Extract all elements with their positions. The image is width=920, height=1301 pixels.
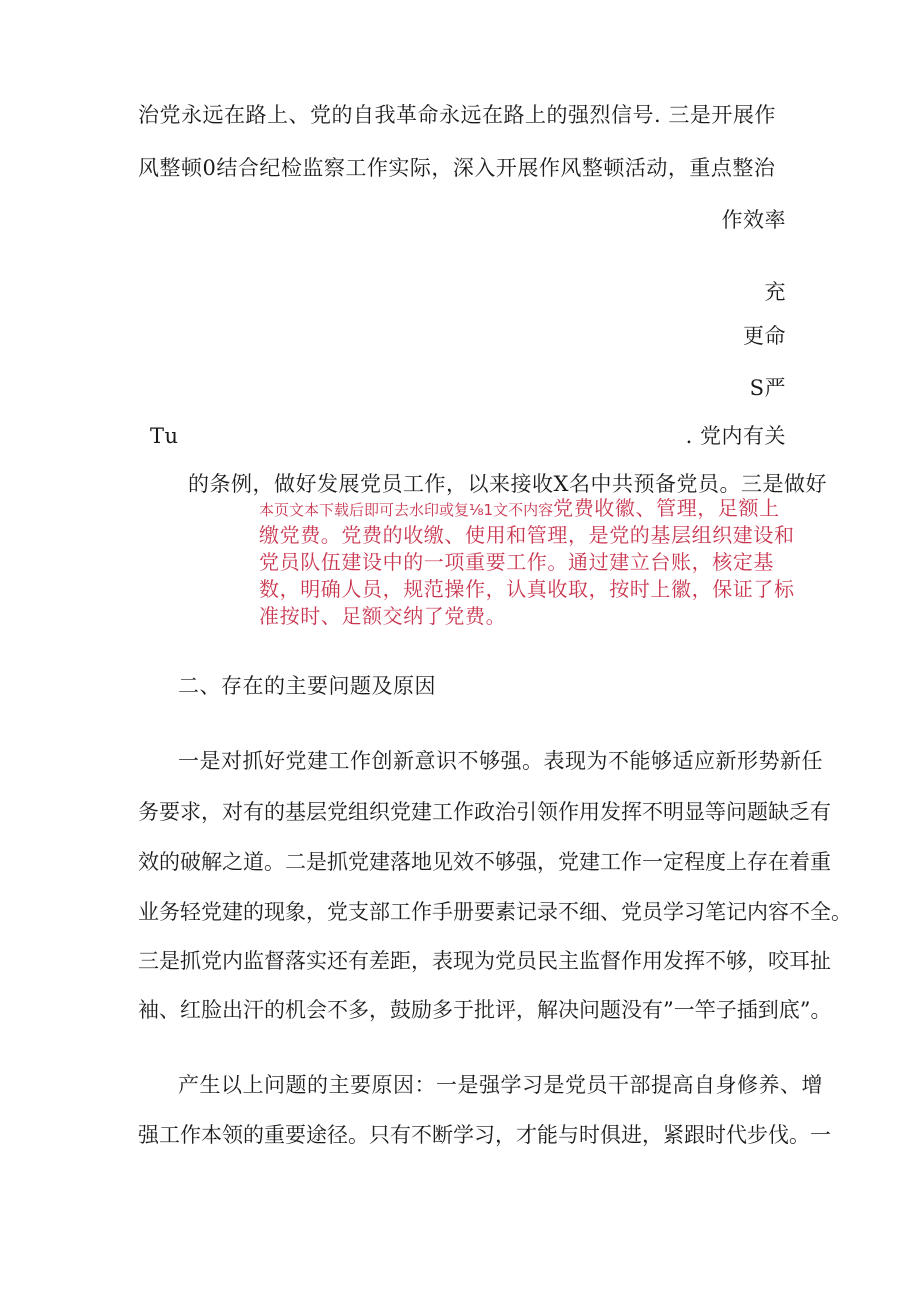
section-heading: 二、存在的主要问题及原因	[178, 674, 436, 698]
body-line-fragment: S严	[749, 376, 786, 400]
body-line-fragment: 充	[764, 280, 786, 304]
paragraph-line: 务要求，对有的基层党组织党建工作政治引领作用发挥不明显等问题缺乏有	[138, 800, 831, 824]
paragraph-line: 产生以上问题的主要原因：一是强学习是党员干部提高自身修养、增	[178, 1073, 823, 1097]
watermark-line: 准按时、足额交纳了党费。	[259, 604, 507, 628]
watermark-text: 党费收徽、管理，足额上	[553, 496, 780, 520]
body-line: 的条例，做好发展党员工作，以来接收X名中共预备党员。三是做好	[188, 472, 827, 496]
paragraph-line: 袖、红脸出汗的机会不多，鼓励多于批评，解决问题没有”一竿子插到底”。	[138, 998, 832, 1022]
watermark-line: 数，明确人员，规范操作，认真收取，按时上徽，保证了标	[259, 577, 795, 601]
watermark-notice: 本页文本下载后即可去水印或复⅛1文不内容	[259, 501, 554, 519]
body-line-fragment: 作效率	[721, 208, 786, 232]
paragraph-line: 效的破解之道。二是抓党建落地见效不够强，党建工作一定程度上存在着重	[138, 850, 831, 874]
paragraph-line: 三是抓党内监督落实还有差距，表现为党员民主监督作用发挥不够，咬耳扯	[138, 949, 831, 973]
body-line-fragment: Tu	[150, 424, 179, 448]
paragraph-line: 强工作本领的重要途径。只有不断学习，才能与时俱进，紧跟时代步伐。一	[138, 1123, 831, 1147]
body-line: 治党永远在路上、党的自我革命永远在路上的强烈信号. 三是开展作	[138, 103, 776, 127]
watermark-line: 党员队伍建设中的一项重要工作。通过建立台账，核定基	[259, 550, 774, 574]
body-line-fragment: . 党内有关	[685, 424, 786, 448]
paragraph-line: 一是对抓好党建工作创新意识不够强。表现为不能够适应新形势新任	[178, 749, 823, 773]
paragraph-line: 业务轻党建的现象，党支部工作手册要素记录不细、党员学习笔记内容不全。	[138, 900, 852, 924]
watermark-line: 缴党费。党费的收缴、使用和管理，是党的基层组织建设和	[259, 523, 795, 547]
body-line-fragment: 更命	[743, 324, 786, 348]
watermark-line	[259, 495, 780, 524]
body-line: 风整顿0结合纪检监察工作实际，深入开展作风整顿活动，重点整治	[138, 156, 776, 180]
